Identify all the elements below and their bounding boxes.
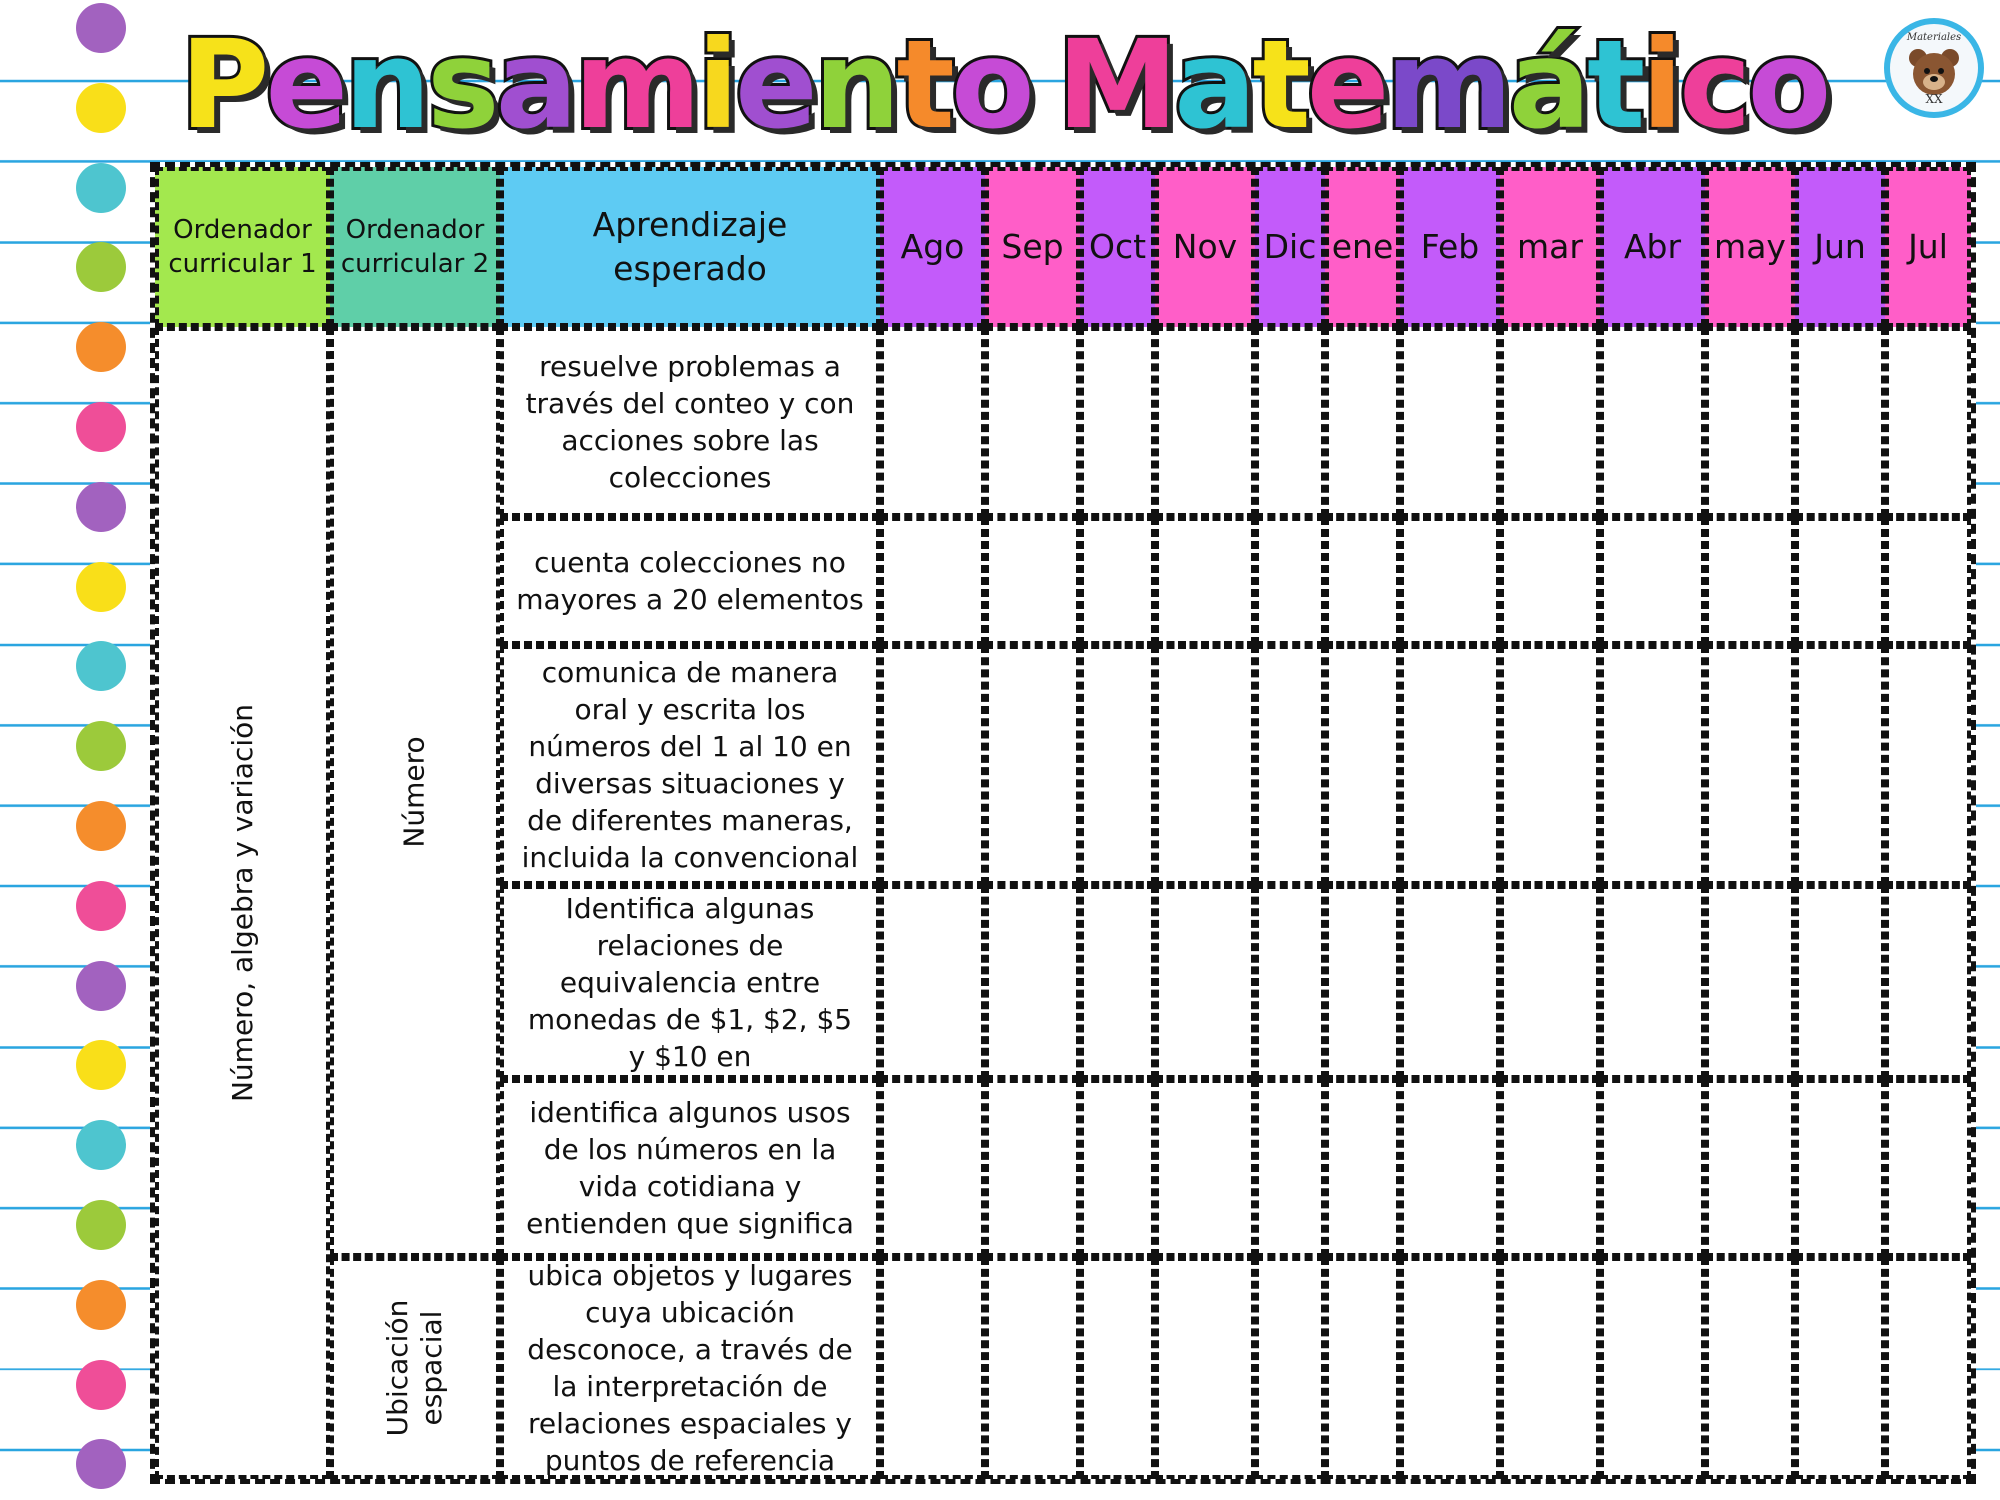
aprendizaje-text: comunica de manera oral y escrita los números del 1 al 10 en diversas situaciones y de diferentes maneras, incluida la convencional (521, 656, 859, 874)
page-title: Pensamiento Matemático (180, 14, 1828, 156)
oc2-group-cell (330, 327, 500, 1257)
month-label: Abr (1623, 227, 1682, 266)
aprendizaje-cell (500, 1079, 880, 1257)
month-label: Ago (900, 227, 965, 266)
binder-dot (76, 482, 126, 532)
binder-dot (76, 242, 126, 292)
logo-text: Materiales (1906, 32, 1962, 43)
month-check-cell[interactable] (1600, 645, 1705, 885)
oc1-value: Número, algebra y variación (225, 703, 259, 1103)
month-check-cell[interactable] (1705, 1257, 1795, 1479)
month-check-cell[interactable] (1705, 645, 1795, 885)
month-check-cell[interactable] (1795, 1079, 1885, 1257)
month-check-cell[interactable] (1325, 645, 1400, 885)
month-check-cell[interactable] (1325, 327, 1400, 517)
month-check-cell[interactable] (1325, 1257, 1400, 1479)
month-check-cell[interactable] (1255, 885, 1325, 1079)
month-header (1600, 167, 1705, 327)
month-check-cell[interactable] (1400, 327, 1500, 517)
month-check-cell[interactable] (1155, 327, 1255, 517)
binder-dot (76, 562, 126, 612)
oc2-group-cell (330, 1257, 500, 1479)
month-label: ene (1331, 227, 1394, 266)
header-aprendizaje-label: Aprendizaje esperado (592, 205, 788, 288)
month-header (1500, 167, 1600, 327)
month-check-cell[interactable] (1080, 645, 1155, 885)
aprendizaje-text: resuelve problemas a través del conteo y con acciones sobre las colecciones (525, 350, 855, 494)
aprendizaje-cell (500, 645, 880, 885)
month-check-cell[interactable] (880, 1257, 985, 1479)
month-check-cell[interactable] (1500, 1079, 1600, 1257)
month-check-cell[interactable] (1155, 517, 1255, 645)
month-check-cell[interactable] (880, 885, 985, 1079)
month-check-cell[interactable] (1705, 885, 1795, 1079)
aprendizaje-cell (500, 517, 880, 645)
oc1-cell (155, 327, 330, 1479)
aprendizaje-text: ubica objetos y lugares cuya ubicación desconoce, a través de la interpretación de relaciones espaciales y puntos de referencia (527, 1259, 853, 1477)
month-check-cell[interactable] (1795, 517, 1885, 645)
month-check-cell[interactable] (1600, 1079, 1705, 1257)
month-check-cell[interactable] (1080, 1079, 1155, 1257)
month-check-cell[interactable] (1155, 1257, 1255, 1479)
month-check-cell[interactable] (1500, 885, 1600, 1079)
month-header (985, 167, 1080, 327)
month-check-cell[interactable] (1400, 1257, 1500, 1479)
month-check-cell[interactable] (985, 645, 1080, 885)
month-check-cell[interactable] (985, 327, 1080, 517)
month-check-cell[interactable] (1325, 1079, 1400, 1257)
month-check-cell[interactable] (1080, 517, 1155, 645)
month-check-cell[interactable] (880, 517, 985, 645)
oc2-group-label: Ubicación espacial (381, 1299, 448, 1437)
month-check-cell[interactable] (985, 1257, 1080, 1479)
binder-dot (76, 402, 126, 452)
binder-dot (76, 881, 126, 931)
month-label: Jul (1908, 227, 1948, 266)
month-check-cell[interactable] (1600, 885, 1705, 1079)
header-oc2 (330, 167, 500, 327)
month-check-cell[interactable] (1885, 327, 1971, 517)
month-header (1705, 167, 1795, 327)
month-check-cell[interactable] (1600, 327, 1705, 517)
month-check-cell[interactable] (1500, 517, 1600, 645)
month-label: Sep (1001, 227, 1064, 266)
planning-table (150, 162, 1976, 1484)
month-check-cell[interactable] (1795, 1257, 1885, 1479)
month-check-cell[interactable] (1400, 1079, 1500, 1257)
month-label: Feb (1420, 227, 1480, 266)
month-check-cell[interactable] (1080, 885, 1155, 1079)
month-check-cell[interactable] (1400, 645, 1500, 885)
logo-year: XX (1925, 92, 1943, 106)
month-check-cell[interactable] (1155, 885, 1255, 1079)
month-label: Oct (1088, 227, 1147, 266)
month-check-cell[interactable] (880, 1079, 985, 1257)
month-check-cell[interactable] (1705, 1079, 1795, 1257)
bear-logo (1884, 18, 1984, 118)
month-check-cell[interactable] (1500, 645, 1600, 885)
month-header (1255, 167, 1325, 327)
month-header (1325, 167, 1400, 327)
month-check-cell[interactable] (1885, 885, 1971, 1079)
month-check-cell[interactable] (1325, 885, 1400, 1079)
month-header (1795, 167, 1885, 327)
binder-dot (76, 641, 126, 691)
binder-dot (76, 3, 126, 53)
month-header (1400, 167, 1500, 327)
month-check-cell[interactable] (1885, 517, 1971, 645)
binder-dot (76, 1040, 126, 1090)
header-oc1-label: Ordenador curricular 1 (168, 215, 317, 279)
month-check-cell[interactable] (1600, 517, 1705, 645)
month-check-cell[interactable] (1705, 517, 1795, 645)
binder-dot (76, 1200, 126, 1250)
month-label: Jun (1814, 227, 1866, 266)
binder-dot (76, 322, 126, 372)
month-label: Nov (1172, 227, 1238, 266)
month-check-cell[interactable] (1400, 517, 1500, 645)
month-check-cell[interactable] (1705, 327, 1795, 517)
aprendizaje-text: cuenta colecciones no mayores a 20 elementos (516, 546, 864, 616)
month-check-cell[interactable] (1255, 645, 1325, 885)
binder-dot (76, 1439, 126, 1489)
binder-dot (76, 801, 126, 851)
month-check-cell[interactable] (1885, 1257, 1971, 1479)
header-oc2-label: Ordenador curricular 2 (340, 215, 490, 279)
oc2-group-label: Número (397, 736, 431, 848)
aprendizaje-cell (500, 885, 880, 1079)
month-check-cell[interactable] (985, 1079, 1080, 1257)
binder-dot (76, 1360, 126, 1410)
month-header (1155, 167, 1255, 327)
binder-dot (76, 163, 126, 213)
aprendizaje-text: identifica algunos usos de los números en la vida cotidiana y entienden que significa (526, 1096, 854, 1240)
month-label: may (1714, 227, 1786, 266)
month-check-cell[interactable] (985, 517, 1080, 645)
month-header (1080, 167, 1155, 327)
month-check-cell[interactable] (1255, 1257, 1325, 1479)
month-check-cell[interactable] (1155, 645, 1255, 885)
month-check-cell[interactable] (1080, 1257, 1155, 1479)
month-check-cell[interactable] (1255, 327, 1325, 517)
month-header (1885, 167, 1971, 327)
month-check-cell[interactable] (1155, 1079, 1255, 1257)
month-check-cell[interactable] (1500, 327, 1600, 517)
month-check-cell[interactable] (1080, 327, 1155, 517)
month-check-cell[interactable] (880, 327, 985, 517)
month-check-cell[interactable] (1795, 327, 1885, 517)
month-check-cell[interactable] (1795, 885, 1885, 1079)
month-check-cell[interactable] (1255, 1079, 1325, 1257)
header-oc1 (155, 167, 330, 327)
month-check-cell[interactable] (880, 645, 985, 885)
aprendizaje-text: Identifica algunas relaciones de equivalencia entre monedas de $1, $2, $5 y $10 en (527, 891, 853, 1073)
aprendizaje-cell (500, 1257, 880, 1479)
binder-dots (76, 0, 128, 1500)
binder-dot (76, 721, 126, 771)
month-label: mar (1517, 227, 1583, 266)
binder-dot (76, 961, 126, 1011)
month-check-cell[interactable] (985, 885, 1080, 1079)
month-check-cell[interactable] (1255, 517, 1325, 645)
month-check-cell[interactable] (1400, 885, 1500, 1079)
month-check-cell[interactable] (1600, 1257, 1705, 1479)
month-check-cell[interactable] (1325, 517, 1400, 645)
month-check-cell[interactable] (1885, 1079, 1971, 1257)
binder-dot (76, 1280, 126, 1330)
month-label: Dic (1263, 227, 1317, 266)
aprendizaje-cell (500, 327, 880, 517)
month-header (880, 167, 985, 327)
header-aprendizaje (500, 167, 880, 327)
binder-dot (76, 1120, 126, 1170)
month-check-cell[interactable] (1500, 1257, 1600, 1479)
month-check-cell[interactable] (1885, 645, 1971, 885)
month-check-cell[interactable] (1795, 645, 1885, 885)
binder-dot (76, 83, 126, 133)
